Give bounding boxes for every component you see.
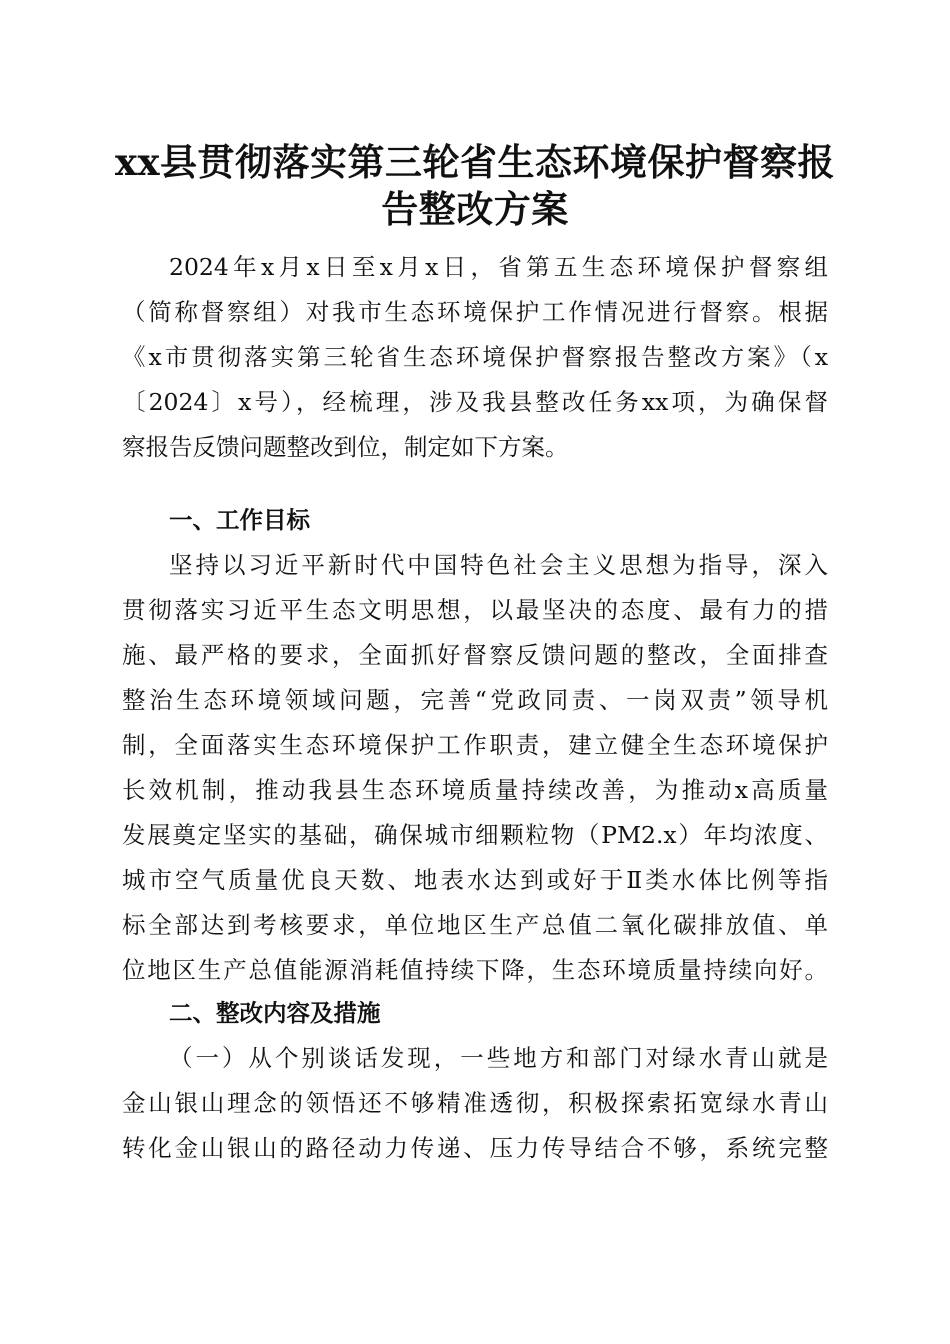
paragraph-1-line: 察报告反馈问题整改到位，制定如下方案。 [122, 433, 569, 461]
document-title-line-2: 告整改方案 [381, 187, 569, 231]
paragraph-2-line: 发展奠定坚实的基础，确保城市细颗粒物（PM2.x）年均浓度、 [122, 821, 828, 849]
paragraph-1-line: 2024年x月x日至x月x日，省第五生态环境保护督察组 [169, 253, 828, 281]
section-heading-2: 二、整改内容及措施 [169, 999, 381, 1027]
paragraph-2-line: 坚持以习近平新时代中国特色社会主义思想为指导，深入 [169, 551, 828, 579]
paragraph-2-line: 城市空气质量优良天数、地表水达到或好于Ⅱ类水体比例等指 [122, 866, 828, 894]
paragraph-3-line: （一）从个别谈话发现，一些地方和部门对绿水青山就是 [169, 1044, 828, 1072]
paragraph-3-line: 金山银山理念的领悟还不够精准透彻，积极探索拓宽绿水青山 [122, 1089, 828, 1117]
paragraph-2-line: 整治生态环境领域问题，完善“党政同责、一岗双责”领导机 [122, 686, 828, 714]
section-heading-1: 一、工作目标 [169, 506, 310, 534]
paragraph-2-line: 施、最严格的要求，全面抓好督察反馈问题的整改，全面排查 [122, 641, 828, 669]
paragraph-1-line: 〔2024〕x号），经梳理，涉及我县整改任务xx项，为确保督 [122, 388, 828, 416]
paragraph-2-line: 标全部达到考核要求，单位地区生产总值二氧化碳排放值、单 [122, 911, 828, 939]
paragraph-2-line: 贯彻落实习近平生态文明思想，以最坚决的态度、最有力的措 [122, 596, 828, 624]
paragraph-2-line: 长效机制，推动我县生态环境质量持续改善，为推动x高质量 [122, 776, 828, 804]
paragraph-1-line: 《x市贯彻落实第三轮省生态环境保护督察报告整改方案》（x [122, 343, 828, 371]
paragraph-3-line: 转化金山银山的路径动力传递、压力传导结合不够，系统完整 [122, 1134, 828, 1162]
paragraph-2-line: 制，全面落实生态环境保护工作职责，建立健全生态环境保护 [122, 731, 828, 759]
document-title-line-1: xx县贯彻落实第三轮省生态环境保护督察报 [114, 140, 836, 184]
paragraph-2-line: 位地区生产总值能源消耗值持续下降，生态环境质量持续向好。 [122, 956, 828, 984]
paragraph-1-line: （简称督察组）对我市生态环境保护工作情况进行督察。根据 [122, 298, 828, 326]
